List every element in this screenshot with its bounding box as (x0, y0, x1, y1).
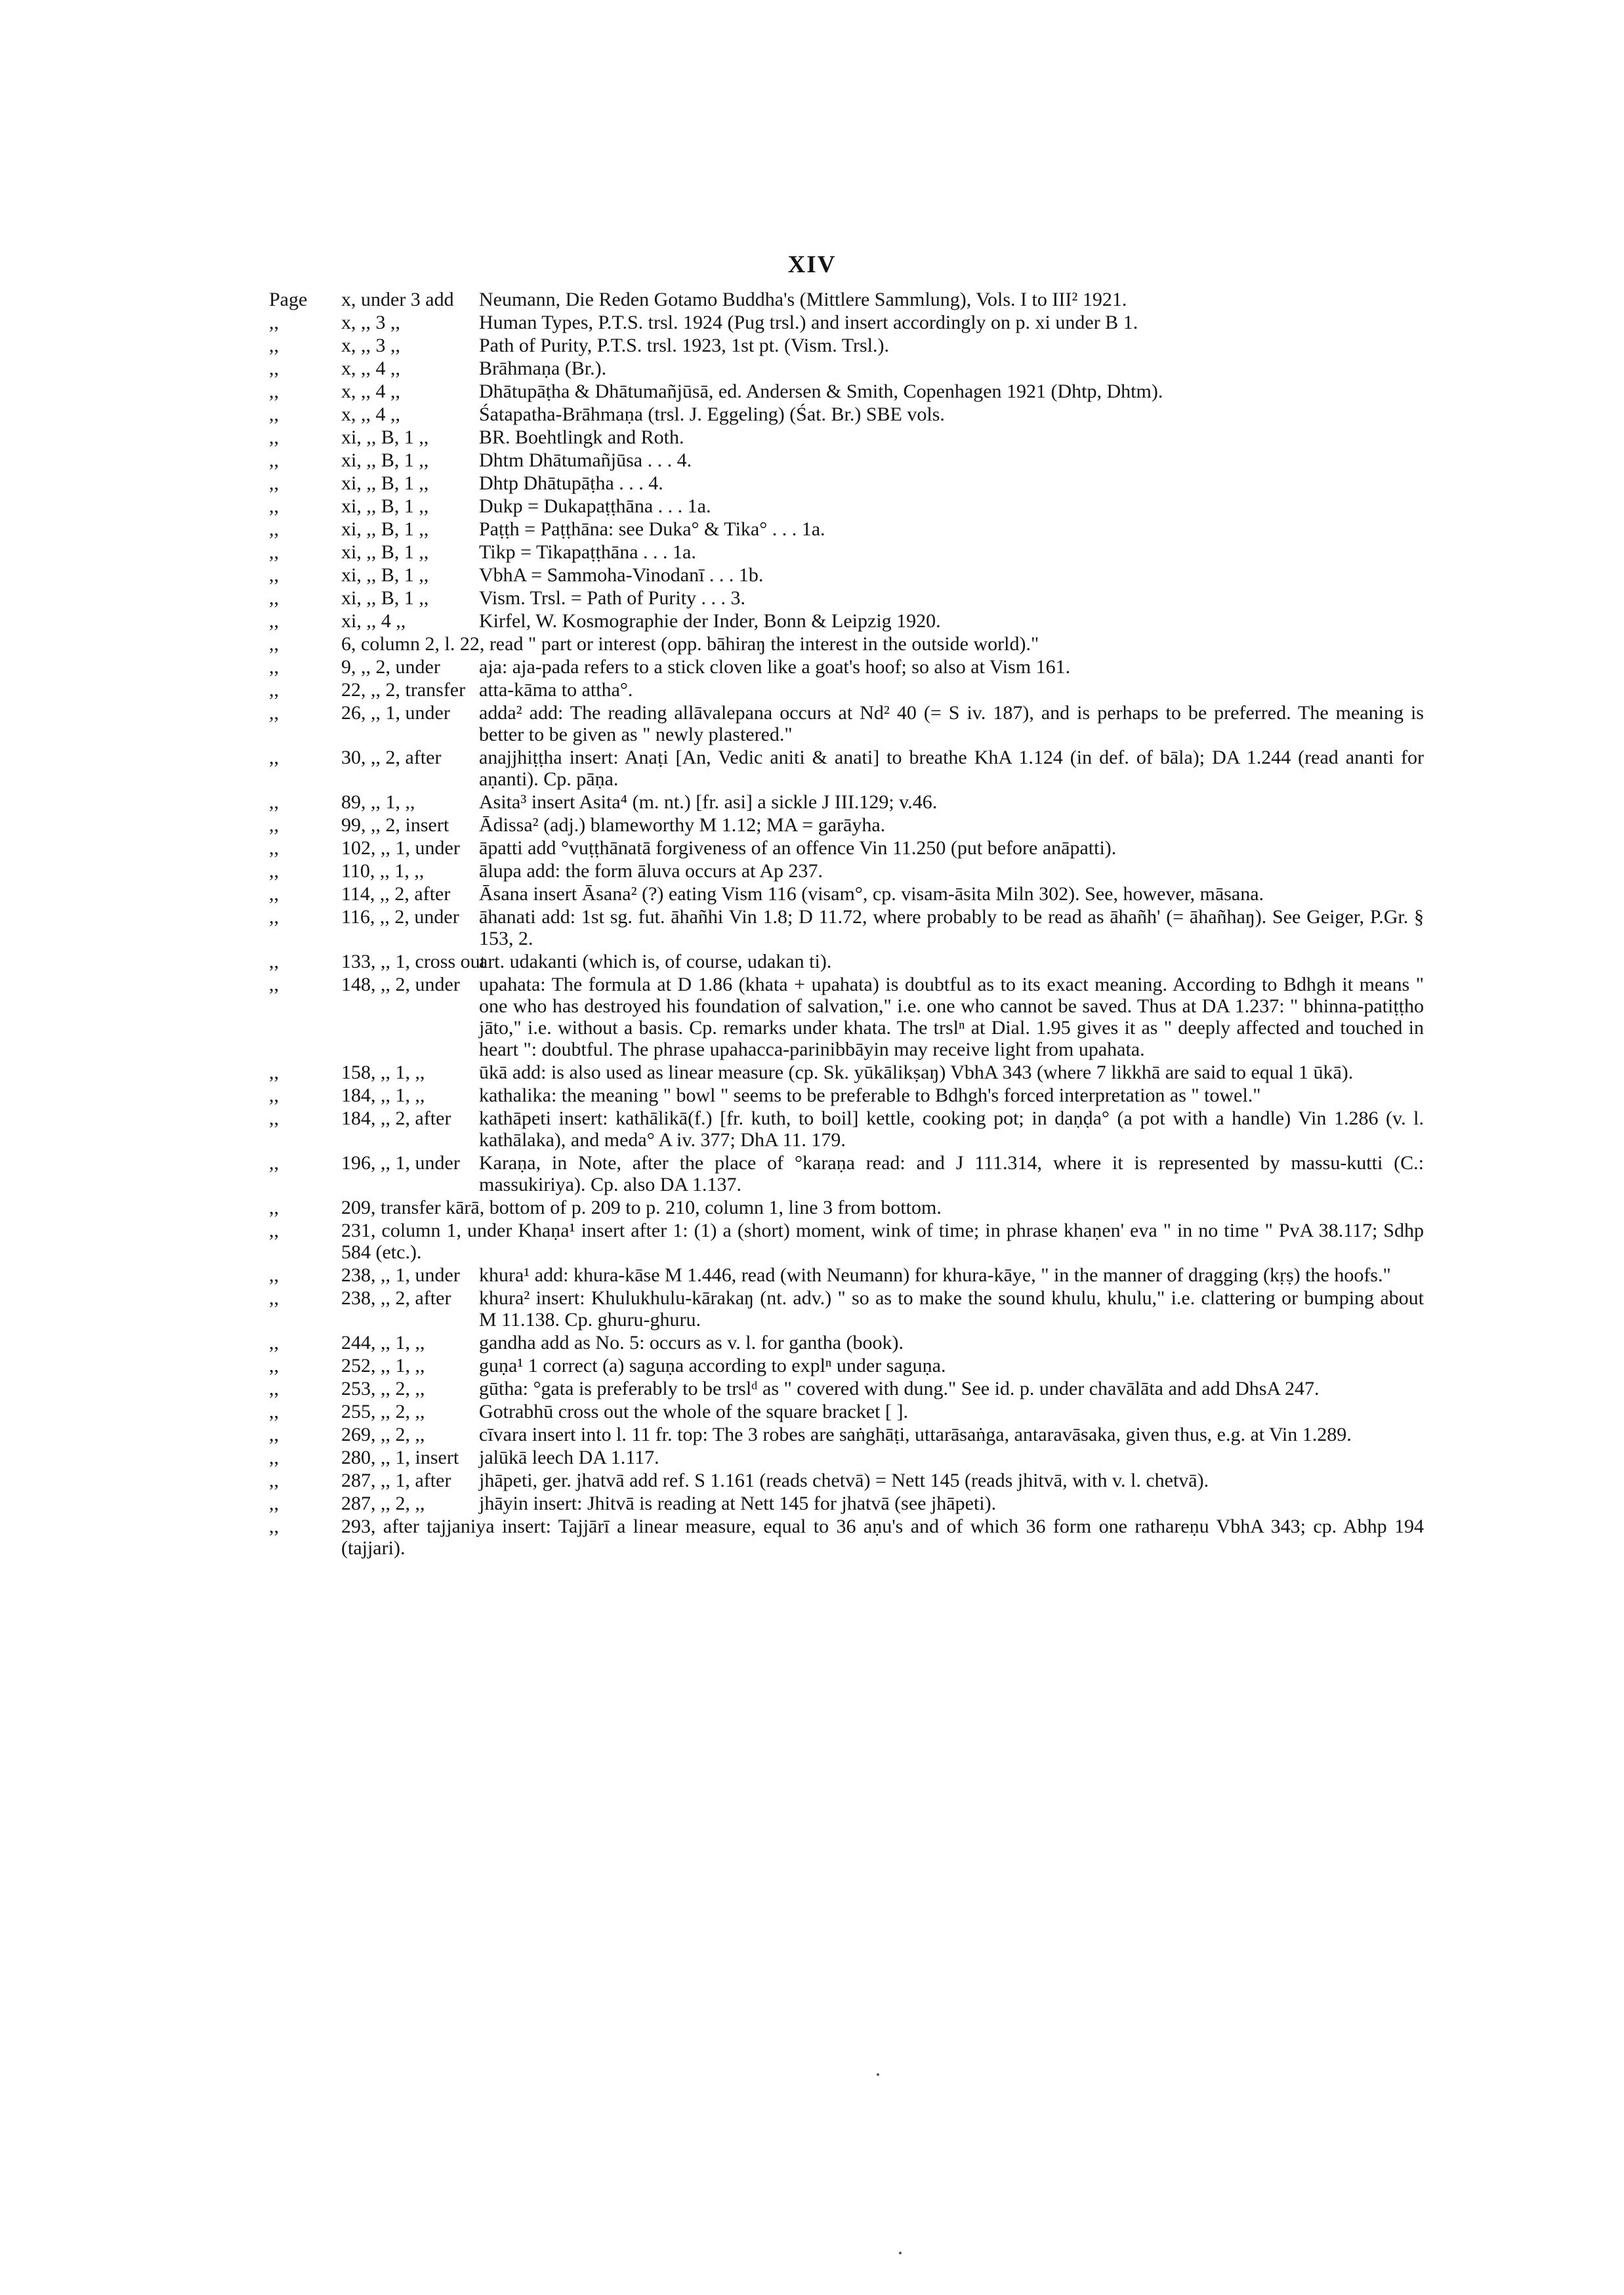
entry-page-marker: ,, (269, 1152, 279, 1174)
entry-text: 293, after tajjaniya insert: Tajjārī a linear measure, equal to 36 aṇu's and of which 36 form one rathareṇu VbhA 343; cp. Abhp 194 (tajjari). (341, 1516, 1424, 1559)
entry-text: Āsana insert Āsana² (?) eating Vism 116 (visam°, cp. visam-āsita Miln 302). See, however, māsana. (479, 883, 1264, 905)
entry-text: khura¹ add: khura-kāse M 1.446, read (with Neumann) for khura-kāye, " in the manner of dragging (kṛṣ) the hoofs." (479, 1264, 1391, 1286)
corrigenda-entry (269, 1264, 1424, 1286)
entry-location: xi, ,, B, 1 ,, (341, 587, 429, 609)
entry-text: aja: aja-pada refers to a stick cloven like a goat's hoof; so also at Vism 161. (479, 656, 1071, 678)
entry-reference (269, 289, 479, 310)
entry-reference (269, 747, 479, 768)
corrigenda-entry (269, 814, 1424, 836)
entry-location: 287, ,, 1, after (341, 1470, 451, 1491)
corrigenda-entry (269, 449, 1424, 471)
entry-page-marker: ,, (269, 1264, 279, 1286)
entry-text: Karaṇa, in Note, after the place of °karaṇa read: and J 111.314, where it is represented by massu-kutti (C.: massukiriya). Cp. also DA 1.137. (479, 1152, 1424, 1195)
entry-page-marker: ,, (269, 702, 279, 724)
entry-page-marker: ,, (269, 906, 279, 928)
entry-page-marker: ,, (269, 656, 279, 678)
entry-text: Dukp = Dukapaṭṭhāna . . . 1a. (479, 495, 711, 517)
entry-text: āpatti add °vuṭṭhānatā forgiveness of an offence Vin 11.250 (put before anāpatti). (479, 837, 1117, 859)
entry-text: kathalika: the meaning " bowl " seems to be preferable to Bdhgh's forced interpretation as " towel." (479, 1085, 1261, 1106)
entry-location: 22, ,, 2, transfer (341, 679, 466, 701)
entry-location: 238, ,, 1, under (341, 1264, 460, 1286)
entry-text: upahata: The formula at D 1.86 (khata + upahata) is doubtful as to its exact meaning. According to Bdhgh it means " one who has destroyed his foundation of salvation," i.e. one who cannot be saved. Thus at DA 1.237: " bhinna-patiṭṭho jāto," i.e. without a basis. Cp. remarks under khata. The trslⁿ at Dial. 1.95 gives it as " deeply affected and touched in heart ": doubtful. The phrase upahacca-parinibbāyin may receive light from upahata. (479, 974, 1424, 1060)
entry-text: Brāhmaṇa (Br.). (479, 358, 607, 379)
entry-page-marker: ,, (269, 1424, 279, 1445)
entry-reference (269, 814, 479, 836)
corrigenda-entry (269, 747, 1424, 790)
corrigenda-entry (269, 587, 1424, 609)
entry-reference (269, 1401, 479, 1422)
entry-location: 116, ,, 2, under (341, 906, 459, 928)
entry-text: āhanati add: 1st sg. fut. āhañhi Vin 1.8; D 11.72, where probably to be read as āhañh' (= āhañhaŋ). See Geiger, P.Gr. § 153, 2. (479, 906, 1424, 949)
entry-location: 102, ,, 1, under (341, 837, 460, 859)
entry-location: x, ,, 4 ,, (341, 358, 400, 379)
corrigenda-entry (269, 1152, 1424, 1195)
entry-page-marker: ,, (269, 883, 279, 905)
entry-reference (269, 702, 479, 724)
entry-reference (269, 335, 479, 356)
entry-text: Human Types, P.T.S. trsl. 1924 (Pug trsl.) and insert accordingly on p. xi under B 1. (479, 312, 1138, 333)
entry-page-marker: ,, (269, 472, 279, 494)
entry-page-marker: ,, (269, 974, 279, 995)
corrigenda-entry (269, 1107, 1424, 1151)
entry-page-marker: ,, (269, 1378, 279, 1399)
entry-page-marker: ,, (269, 587, 279, 609)
entry-text: Gotrabhū cross out the whole of the square bracket [ ]. (479, 1401, 908, 1422)
entry-text: 209, transfer kārā, bottom of p. 209 to p. 210, column 1, line 3 from bottom. (341, 1197, 942, 1218)
entry-text: khura² insert: Khulukhulu-kārakaŋ (nt. adv.) " so as to make the sound khulu, khulu," i.e. clattering or bumping about M 11.138. Cp. ghuru-ghuru. (479, 1287, 1424, 1331)
corrigenda-entry (269, 906, 1424, 949)
corrigenda-entry (269, 495, 1424, 517)
entry-location: 255, ,, 2, ,, (341, 1401, 425, 1422)
entry-page-marker: ,, (269, 335, 279, 356)
corrigenda-entry (269, 1447, 1424, 1468)
entry-reference (269, 518, 479, 540)
entry-reference (269, 1424, 479, 1445)
entry-page-marker: ,, (269, 518, 279, 540)
entry-location: xi, ,, B, 1 ,, (341, 495, 429, 517)
entry-text: jhāyin insert: Jhitvā is reading at Nett 145 for jhatvā (see jhāpeti). (479, 1493, 997, 1514)
corrigenda-entry (269, 541, 1424, 563)
entry-location: 252, ,, 1, ,, (341, 1355, 425, 1376)
entry-page-marker: ,, (269, 1355, 279, 1376)
entry-location: xi, ,, B, 1 ,, (341, 449, 429, 471)
entry-page-marker: ,, (269, 1197, 279, 1218)
entry-text: cīvara insert into l. 11 fr. top: The 3 robes are saṅghāṭi, uttarāsaṅga, antaravāsaka, given thus, e.g. at Vin 1.289. (479, 1424, 1352, 1445)
entry-text: anajjhiṭṭha insert: Anaṭi [An, Vedic aniti & anati] to breathe KhA 1.124 (in def. of bāla); DA 1.244 (read ananti for aṇanti). Cp. pāṇa. (479, 747, 1424, 790)
entry-reference (269, 587, 479, 609)
corrigenda-entry (269, 1401, 1424, 1422)
entry-reference (269, 1493, 479, 1514)
entry-page-marker: ,, (269, 814, 279, 836)
entry-page-marker: ,, (269, 381, 279, 402)
entry-page-marker: ,, (269, 1401, 279, 1422)
entry-reference (269, 312, 479, 333)
entry-reference (269, 974, 479, 995)
entry-text: Vism. Trsl. = Path of Purity . . . 3. (479, 587, 746, 609)
corrigenda-entry (269, 679, 1424, 701)
entry-location: 9, ,, 2, under (341, 656, 440, 678)
entry-reference (269, 472, 479, 494)
print-speck (899, 2252, 902, 2254)
corrigenda-entry (269, 1062, 1424, 1083)
entry-reference (269, 1287, 479, 1309)
corrigenda-entry (269, 656, 1424, 678)
entry-reference (269, 679, 479, 701)
corrigenda-entry (269, 1085, 1424, 1106)
entry-page-marker: ,, (269, 358, 279, 379)
entry-page-marker: ,, (269, 747, 279, 768)
entry-page-marker: ,, (269, 951, 279, 972)
corrigenda-entry (269, 837, 1424, 859)
entry-location: 148, ,, 2, under (341, 974, 460, 995)
entry-reference (269, 906, 479, 928)
entry-page-marker: ,, (269, 403, 279, 425)
entry-reference (269, 1062, 479, 1083)
entry-text: Ādissa² (adj.) blameworthy M 1.12; MA = garāyha. (479, 814, 886, 836)
corrigenda-entry (269, 426, 1424, 448)
entry-reference (269, 883, 479, 905)
entry-reference (269, 1447, 479, 1468)
corrigenda-entry (269, 1378, 1424, 1399)
corrigenda-entry (269, 1197, 1424, 1218)
entry-text: Paṭṭh = Paṭṭhāna: see Duka° & Tika° . . . 1a. (479, 518, 825, 540)
entry-location: 253, ,, 2, ,, (341, 1378, 425, 1399)
entry-reference (269, 403, 479, 425)
corrigenda-entry (269, 1493, 1424, 1514)
entry-text: Kirfel, W. Kosmographie der Inder, Bonn & Leipzig 1920. (479, 610, 941, 632)
entry-text: adda² add: The reading allāvalepana occurs at Nd² 40 (= S iv. 187), and is perhaps to be preferred. The meaning is better to be given as " newly plastered." (479, 702, 1424, 745)
entry-reference (269, 610, 479, 632)
entry-text: Tikp = Tikapaṭṭhāna . . . 1a. (479, 541, 696, 563)
corrigenda-entry (269, 1220, 1424, 1263)
entry-location: 280, ,, 1, insert (341, 1447, 459, 1468)
entry-page-marker: ,, (269, 1516, 279, 1537)
entry-location: xi, ,, B, 1 ,, (341, 426, 429, 448)
entry-text: 6, column 2, l. 22, read " part or interest (opp. bāhiraŋ the interest in the outside world)." (341, 633, 1039, 655)
corrigenda-entry (269, 791, 1424, 813)
entry-location: x, ,, 3 ,, (341, 335, 400, 356)
entry-page-marker: ,, (269, 679, 279, 701)
entry-page-marker: ,, (269, 860, 279, 882)
entry-reference (269, 381, 479, 402)
entry-page-marker: ,, (269, 1332, 279, 1354)
corrigenda-entry (269, 312, 1424, 333)
entry-page-marker: ,, (269, 564, 279, 586)
entry-location: 269, ,, 2, ,, (341, 1424, 425, 1445)
entry-page-marker: ,, (269, 1062, 279, 1083)
entry-text: BR. Boehtlingk and Roth. (479, 426, 684, 448)
entry-text: Dhātupāṭha & Dhātumañjūsā, ed. Andersen & Smith, Copenhagen 1921 (Dhtp, Dhtm). (479, 381, 1163, 402)
print-speck (877, 2073, 879, 2076)
entry-reference (269, 1516, 479, 1537)
entry-page-marker: ,, (269, 1470, 279, 1491)
entry-text: Śatapatha-Brāhmaṇa (trsl. J. Eggeling) (Śat. Br.) SBE vols. (479, 403, 945, 425)
corrigenda-entry (269, 1355, 1424, 1376)
entry-text: gandha add as No. 5: occurs as v. l. for gantha (book). (479, 1332, 904, 1354)
entry-location: x, ,, 4 ,, (341, 403, 400, 425)
entry-text: jalūkā leech DA 1.117. (479, 1447, 659, 1468)
entry-text: Dhtm Dhātumañjūsa . . . 4. (479, 449, 692, 471)
entry-reference (269, 1197, 479, 1218)
entry-reference (269, 633, 479, 655)
entry-page-marker: ,, (269, 837, 279, 859)
corrigenda-entry (269, 358, 1424, 379)
corrigenda-list (269, 289, 1424, 1560)
entry-text: ūkā add: is also used as linear measure (cp. Sk. yūkālikṣaŋ) VbhA 343 (where 7 likkhā are said to equal 1 ūkā). (479, 1062, 1354, 1083)
entry-reference (269, 1332, 479, 1354)
entry-location: 184, ,, 2, after (341, 1107, 451, 1129)
entry-reference (269, 791, 479, 813)
entry-page-marker: ,, (269, 1107, 279, 1129)
corrigenda-entry (269, 883, 1424, 905)
corrigenda-entry (269, 564, 1424, 586)
corrigenda-entry (269, 951, 1424, 972)
entry-page-marker: ,, (269, 426, 279, 448)
entry-text: Asita³ insert Asita⁴ (m. nt.) [fr. asi] a sickle J III.129; v.46. (479, 791, 938, 813)
corrigenda-entry (269, 1516, 1424, 1559)
entry-text: art. udakanti (which is, of course, udakan ti). (479, 951, 832, 972)
entry-page-marker: ,, (269, 1287, 279, 1309)
corrigenda-entry (269, 403, 1424, 425)
entry-page-marker: ,, (269, 1447, 279, 1468)
entry-text: atta-kāma to attha°. (479, 679, 633, 701)
corrigenda-entry (269, 1332, 1424, 1354)
corrigenda-entry (269, 860, 1424, 882)
entry-location: x, ,, 4 ,, (341, 381, 400, 402)
corrigenda-entry (269, 1424, 1424, 1445)
entry-location: 30, ,, 2, after (341, 747, 442, 768)
entry-page-marker: ,, (269, 1085, 279, 1106)
entry-reference (269, 1378, 479, 1399)
entry-text: Path of Purity, P.T.S. trsl. 1923, 1st pt. (Vism. Trsl.). (479, 335, 889, 356)
entry-location: 287, ,, 2, ,, (341, 1493, 425, 1514)
entry-location: x, ,, 3 ,, (341, 312, 400, 333)
entry-location: 244, ,, 1, ,, (341, 1332, 425, 1354)
corrigenda-entry (269, 472, 1424, 494)
entry-reference (269, 426, 479, 448)
entry-reference (269, 1107, 479, 1129)
corrigenda-entry (269, 1287, 1424, 1331)
page-number: XIV (787, 251, 837, 278)
entry-location: 114, ,, 2, after (341, 883, 451, 905)
entry-location: xi, ,, B, 1 ,, (341, 518, 429, 540)
entry-location: 133, ,, 1, cross out (341, 951, 486, 972)
entry-text: Neumann, Die Reden Gotamo Buddha's (Mittlere Sammlung), Vols. I to III² 1921. (479, 289, 1127, 310)
entry-location: 110, ,, 1, ,, (341, 860, 425, 882)
entry-reference (269, 358, 479, 379)
entry-reference (269, 541, 479, 563)
entry-location: x, under 3 add (341, 289, 454, 310)
entry-page-marker: ,, (269, 791, 279, 813)
entry-location: 184, ,, 1, ,, (341, 1085, 425, 1106)
entry-reference (269, 564, 479, 586)
entry-page-marker: ,, (269, 1220, 279, 1241)
entry-text: Dhtp Dhātupāṭha . . . 4. (479, 472, 663, 494)
corrigenda-entry (269, 610, 1424, 632)
entry-page-marker: ,, (269, 495, 279, 517)
entry-reference (269, 1264, 479, 1286)
entry-page-marker: ,, (269, 541, 279, 563)
entry-location: xi, ,, B, 1 ,, (341, 472, 429, 494)
entry-location: xi, ,, 4 ,, (341, 610, 406, 632)
entry-text: jhāpeti, ger. jhatvā add ref. S 1.161 (reads chetvā) = Nett 145 (reads jhitvā, with v. l. chetvā). (479, 1470, 1209, 1491)
entry-reference (269, 951, 486, 972)
entry-reference (269, 837, 479, 859)
entry-reference (269, 1220, 479, 1241)
entry-page-marker: ,, (269, 610, 279, 632)
corrigenda-entry (269, 335, 1424, 356)
entry-location: 26, ,, 1, under (341, 702, 450, 724)
entry-location: 158, ,, 1, ,, (341, 1062, 425, 1083)
entry-reference (269, 1085, 479, 1106)
entry-text: 231, column 1, under Khaṇa¹ insert after 1: (1) a (short) moment, wink of time; in phrase khaṇen' eva " in no time " PvA 38.117; Sdhp 584 (etc.). (341, 1220, 1424, 1263)
corrigenda-entry (269, 1470, 1424, 1491)
entry-location: 238, ,, 2, after (341, 1287, 451, 1309)
entry-reference (269, 1152, 479, 1174)
entry-page-marker: ,, (269, 449, 279, 471)
entry-reference (269, 1470, 479, 1491)
entry-text: VbhA = Sammoha-Vinodanī . . . 1b. (479, 564, 764, 586)
entry-text: gūtha: °gata is preferably to be trslᵈ as " covered with dung." See id. p. under chavālāta and add DhsA 247. (479, 1378, 1320, 1399)
entry-text: ālupa add: the form āluva occurs at Ap 237. (479, 860, 823, 882)
entry-location: 196, ,, 1, under (341, 1152, 460, 1174)
corrigenda-entry (269, 974, 1424, 1060)
entry-reference (269, 656, 479, 678)
entry-location: xi, ,, B, 1 ,, (341, 541, 429, 563)
entry-location: 99, ,, 2, insert (341, 814, 449, 836)
entry-page-marker: ,, (269, 1493, 279, 1514)
corrigenda-entry (269, 289, 1424, 310)
corrigenda-entry (269, 518, 1424, 540)
corrigenda-entry (269, 702, 1424, 745)
entry-page-marker: Page (269, 289, 308, 310)
entry-text: guṇa¹ 1 correct (a) saguṇa according to explⁿ under saguṇa. (479, 1355, 946, 1376)
entry-reference (269, 449, 479, 471)
entry-location: 89, ,, 1, ,, (341, 791, 415, 813)
entry-reference (269, 495, 479, 517)
entry-location: xi, ,, B, 1 ,, (341, 564, 429, 586)
corrigenda-entry (269, 633, 1424, 655)
entry-reference (269, 860, 479, 882)
entry-text: kathāpeti insert: kathālikā(f.) [fr. kuth, to boil] kettle, cooking pot; in daṇḍa° (a pot with a handle) Vin 1.286 (v. l. kathālaka), and meda° A iv. 377; DhA 11. 179. (479, 1107, 1424, 1151)
corrigenda-entry (269, 381, 1424, 402)
entry-reference (269, 1355, 479, 1376)
entry-page-marker: ,, (269, 312, 279, 333)
entry-page-marker: ,, (269, 633, 279, 655)
